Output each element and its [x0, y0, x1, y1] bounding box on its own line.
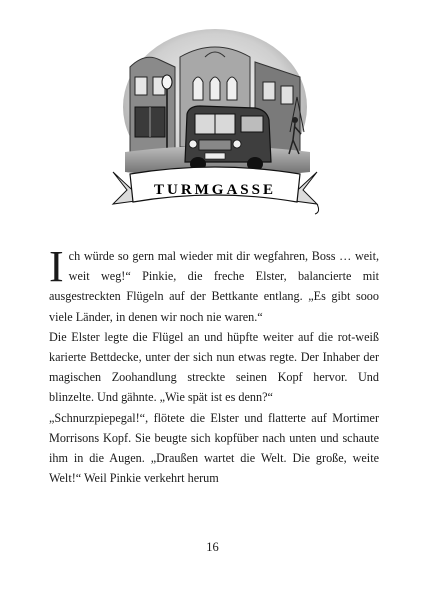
- chapter-illustration: [105, 22, 325, 217]
- bus-drawing: [185, 106, 271, 171]
- paragraph-1: [49, 242, 379, 327]
- paragraph-1-text: ch würde so gern mal wieder mit dir wegfahren, Boss … weit, weit weg!“ Pinkie, die freche Elster, balancierte mit ausgestreckten Flügeln auf der Bettkante entlang. „Es gibt sooo viele Länder, in denen wir noch nie waren.“: [49, 249, 379, 324]
- banner-label: TURMGASSE: [153, 182, 277, 198]
- page-number: 16: [206, 540, 219, 554]
- paragraph-3: „Schnurzpiepegal!“, flötete die Elster und flatterte auf Mortimer Morrisons Kopf. Sie beugte sich kopfüber nach unten und schaute ihm in die Augen. „Draußen wartet die Welt. Die große, weite Welt!“ Weil Pinkie verkehrt herum: [49, 410, 379, 486]
- body-text: [49, 242, 379, 488]
- building-left: [130, 57, 175, 152]
- paragraph-2: Die Elster legte die Flügel an und hüpfte weiter auf die rot-weiß karierte Bettdecke, unter der sich nun etwas regte. Der Inhaber der magischen Zoohandlung streckte seinen Kopf hervor. Und blinzelte. Und gähnte. „Wie spät ist es denn?“: [49, 329, 379, 405]
- drop-cap: I: [49, 242, 64, 291]
- street-name-banner: [113, 167, 319, 214]
